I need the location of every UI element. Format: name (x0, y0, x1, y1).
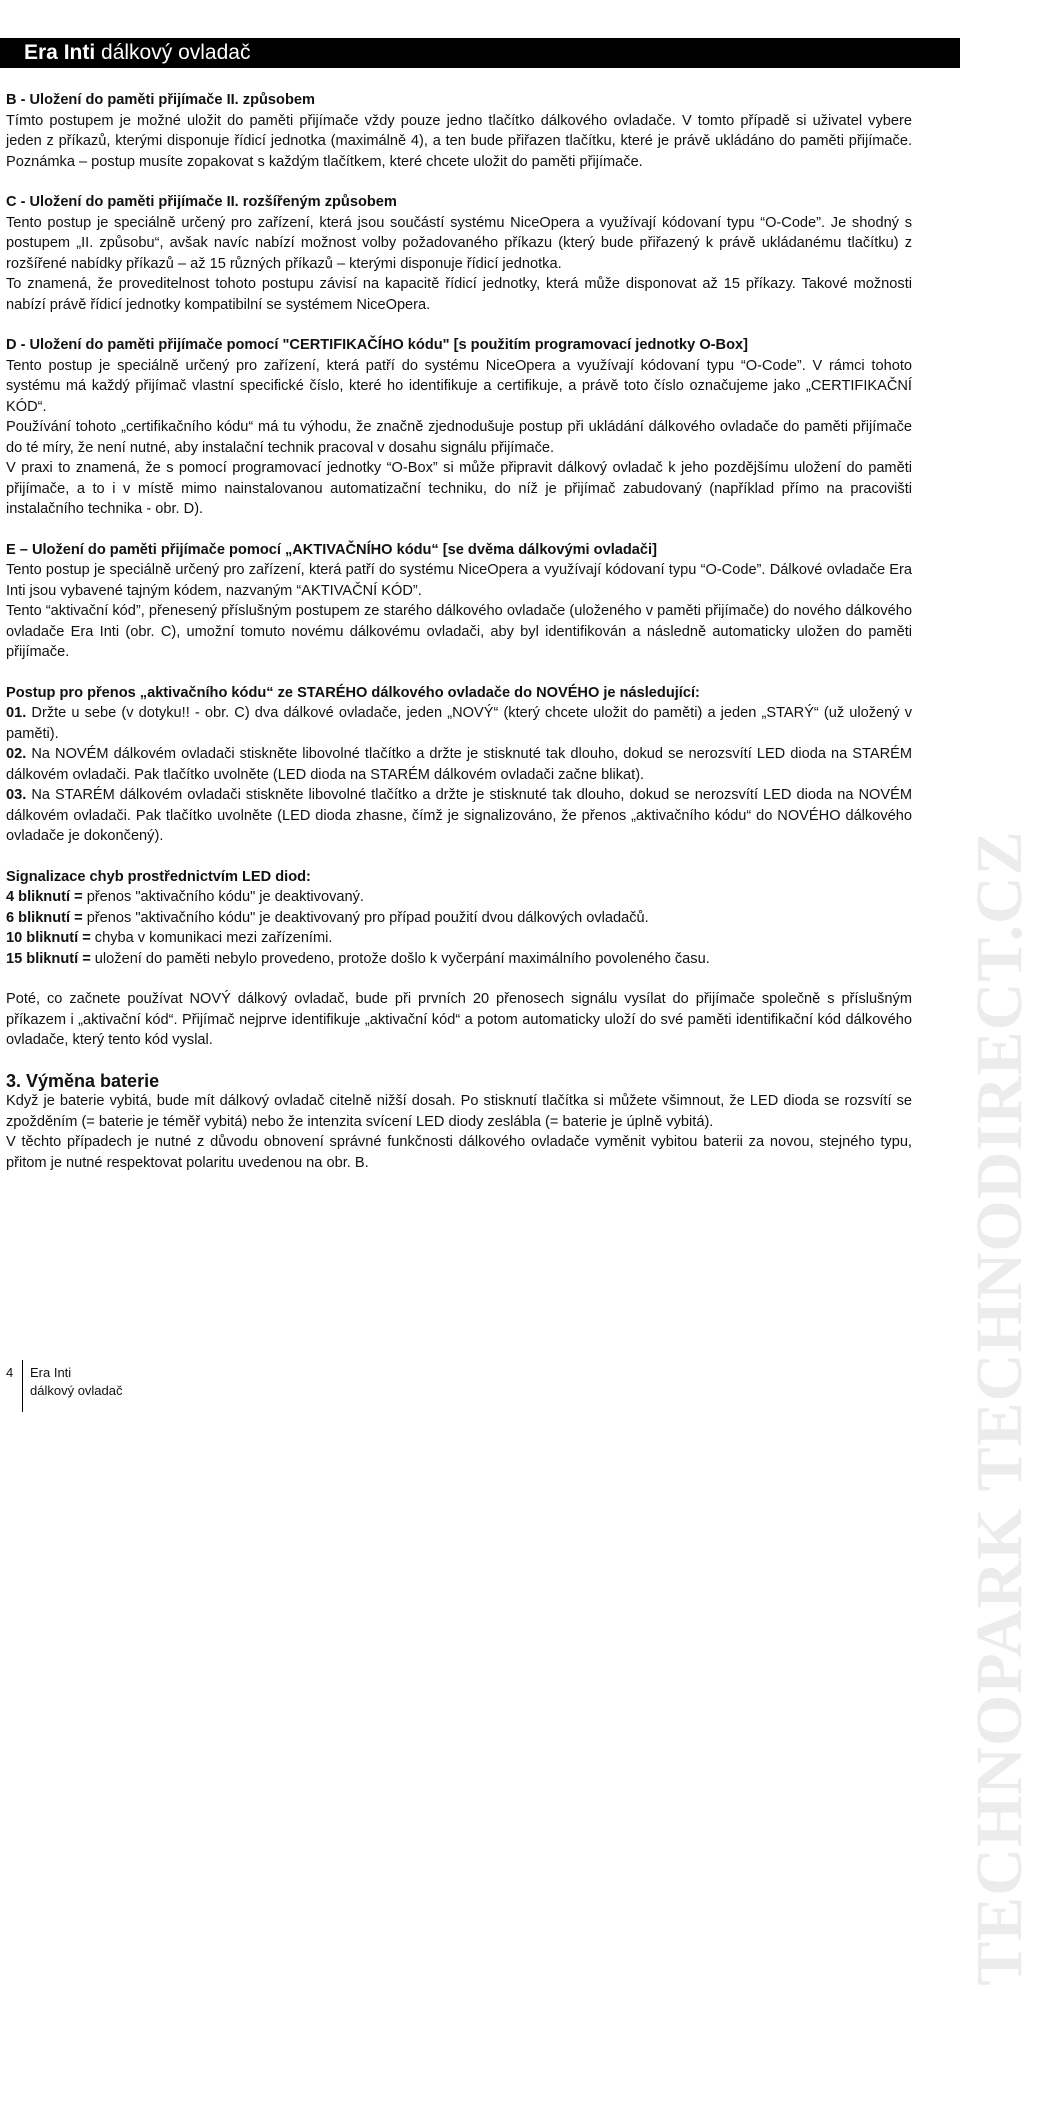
led-item-label: 15 bliknutí = (6, 950, 91, 967)
product-subtitle: dálkový ovladač (101, 41, 251, 64)
transfer-step (6, 785, 912, 847)
step-text: Držte u sebe (v dotyku!! - obr. C) dva dálkové ovladače, jeden „NOVÝ“ (který chcete uložit do paměti) a jeden „STARÝ“ (už uložený v paměti). (6, 705, 912, 742)
document-body (6, 90, 912, 1173)
step-text: Na STARÉM dálkovém ovladači stiskněte libovolné tlačítko a držte je stisknuté tak dlouho, dokud se nerozsvítí LED dioda na NOVÉM dálkovém ovladači. Pak tlačítko uvolněte (LED dioda zhasne, čímž je signalizováno, že přenos „aktivačního kódu“ do NOVÉHO dálkového ovladače je dokončený). (6, 787, 912, 844)
section-e (6, 540, 912, 663)
section-e-paragraph: Tento postup je speciálně určený pro zařízení, která patří do systému NiceOpera a využívají kódovaní typu “O-Code”. Dálkové ovladače Era Inti jsou vybavené tajným kódem, nazvaným “AKTIVAČNÍ KÓD”. (6, 562, 912, 599)
led-item-text: přenos "aktivačního kódu" je deaktivovaný pro případ použití dvou dálkových ovladačů. (82, 909, 649, 926)
footer-divider (22, 1360, 23, 1412)
battery-paragraph: V těchto případech je nutné z důvodu obnovení správné funkčnosti dálkového ovladače vyměnit vybitou baterii za novou, stejného typu, přitom je nutné respektovat polaritu uvedenou na obr. B. (6, 1134, 912, 1171)
led-errors (6, 867, 912, 970)
led-item-text: uložení do paměti nebylo provedeno, protože došlo k vyčerpání maximálního povoleného času. (90, 950, 710, 967)
led-item (6, 928, 912, 949)
section-c-paragraph: Tento postup je speciálně určený pro zařízení, která jsou součástí systému NiceOpera a využívají kódovaní typu “O-Code”. Je shodný s postupem „II. způsobu“, avšak navíc nabízí možnost volby požadovaného příkazu (který bude přiřazený k právě ukládanému tlačítku) z rozšířené nabídky příkazů – až 15 různých příkazů – kterými disponuje řídicí jednotka. (6, 214, 912, 272)
led-item (6, 908, 912, 929)
step-text: Na NOVÉM dálkovém ovladači stiskněte libovolné tlačítko a držte je stisknuté tak dlouho, dokud se nerozsvítí LED dioda na STARÉM dálkovém ovladači. Pak tlačítko uvolněte (LED dioda na STARÉM dálkovém ovladači začne blikat). (6, 746, 912, 783)
transfer-procedure (6, 683, 912, 847)
battery-paragraph: Když je baterie vybitá, bude mít dálkový ovladač citelně nižší dosah. Po stisknutí tlačítka si můžete všimnout, že LED dioda se rozsvítí se zpožděním (= baterie je téměř vybitá) nebo že intenzita svícení LED diody zeslábla (= baterie je úplně vybitá). (6, 1093, 912, 1130)
led-item (6, 887, 912, 908)
led-item (6, 949, 912, 970)
section-d-paragraph: Tento postup je speciálně určený pro zařízení, která patří do systému NiceOpera a využívají kódovaní typu “O-Code”. V rámci tohoto systému má každý přijímač vlastní specifické číslo, které ho identifikuje a certifikuje, a právě toto číslo označujeme jako „CERTIFIKAČNÍ KÓD“. (6, 357, 912, 415)
section-b (6, 90, 912, 172)
after-transfer (6, 989, 912, 1051)
section-c-paragraph: To znamená, že proveditelnost tohoto postupu závisí na kapacitě řídicí jednotky, která může disponovat až 15 příkazy. Takové možnosti nabízí právě řídicí jednotky kompatibilní se systémem NiceOpera. (6, 276, 912, 313)
page-number: 4 (6, 1365, 14, 1380)
led-item-label: 10 bliknutí = (6, 930, 91, 946)
watermark: TECHNOPARK TECHNODIRECT.CZ (963, 830, 1036, 1986)
step-number: 03. (6, 787, 27, 803)
section-c-heading: C - Uložení do paměti přijímače II. rozšířeným způsobem (6, 194, 397, 210)
footer-brand: Era Inti (30, 1365, 72, 1380)
section-d-paragraph: Používání tohoto „certifikačního kódu“ má tu výhodu, že značně zjednodušuje postup při ukládání dálkového ovladače do paměti přijímače do té míry, že není nutné, aby instalační technik pracoval v dosahu signálu přijímače. (6, 419, 912, 456)
section-d (6, 335, 912, 520)
step-number: 01. (6, 705, 27, 721)
section-d-heading: D - Uložení do paměti přijímače pomocí "CERTIFIKAČÍHO kódu" [s použitím programovací jednotky O-Box] (6, 337, 748, 353)
battery-section (6, 1071, 912, 1174)
led-heading: Signalizace chyb prostřednictvím LED diod: (6, 868, 311, 885)
section-e-paragraph: Tento “aktivační kód”, přenesený příslušným postupem ze starého dálkového ovladače (uloženého v paměti přijímače) do nového dálkového ovladače Era Inti (obr. C), umožní tomuto novému dálkovému ovladači, aby byl identifikován a následně automaticky uložen do paměti přijímače. (6, 603, 912, 660)
section-e-heading: E – Uložení do paměti přijímače pomocí „AKTIVAČNÍHO kódu“ [se dvěma dálkovými ovladači] (6, 541, 657, 558)
transfer-heading: Postup pro přenos „aktivačního kódu“ ze STARÉHO dálkového ovladače do NOVÉHO je následující: (6, 684, 700, 701)
section-b-body: Tímto postupem je možné uložit do paměti přijímače vždy pouze jedno tlačítko dálkového ovladače. V tomto případě si uživatel vybere jeden z příkazů, kterými disponuje řídicí jednotka (maximálně 4), a ten bude přiřazen tlačítku, které je právě ukládáno do paměti přijímače. Poznámka – postup musíte zopakovat s každým tlačítkem, které chcete uložit do paměti přijímače. (6, 112, 912, 170)
battery-heading: 3. Výměna baterie (6, 1070, 160, 1091)
led-item-label: 6 bliknutí = (6, 909, 83, 926)
header-bar (0, 38, 960, 68)
transfer-step (6, 744, 912, 785)
after-transfer-paragraph: Poté, co začnete používat NOVÝ dálkový ovladač, bude při prvních 20 přenosech signálu vysílat do přijímače společně s příslušným příkazem i „aktivační kód“. Přijímač nejprve identifikuje „aktivační kód“ a potom automaticky uloží do své paměti identifikační kód dálkového ovladače, který tento kód vyslal. (6, 991, 912, 1048)
led-item-text: přenos "aktivačního kódu" je deaktivovaný. (82, 889, 364, 905)
section-c (6, 192, 912, 315)
led-item-text: chyba v komunikaci mezi zařízeními. (90, 930, 333, 946)
footer-label (30, 1364, 123, 1400)
page-title (24, 41, 250, 65)
led-item-label: 4 bliknutí = (6, 889, 83, 905)
transfer-step (6, 703, 912, 744)
section-d-paragraph: V praxi to znamená, že s pomocí programovací jednotky “O-Box” si může připravit dálkový ovladač k jeho pozdějšímu uložení do paměti přijímače, a to i v místě mimo nainstalovanou automatizační techniku, do níž je přijímač zabudovaný (například přímo na pracovišti instalačního technika - obr. D). (6, 460, 912, 517)
section-b-heading: B - Uložení do paměti přijímače II. způsobem (6, 92, 315, 108)
brand-name: Era Inti (24, 41, 96, 64)
step-number: 02. (6, 746, 27, 762)
footer-subtitle: dálkový ovladač (30, 1383, 123, 1398)
